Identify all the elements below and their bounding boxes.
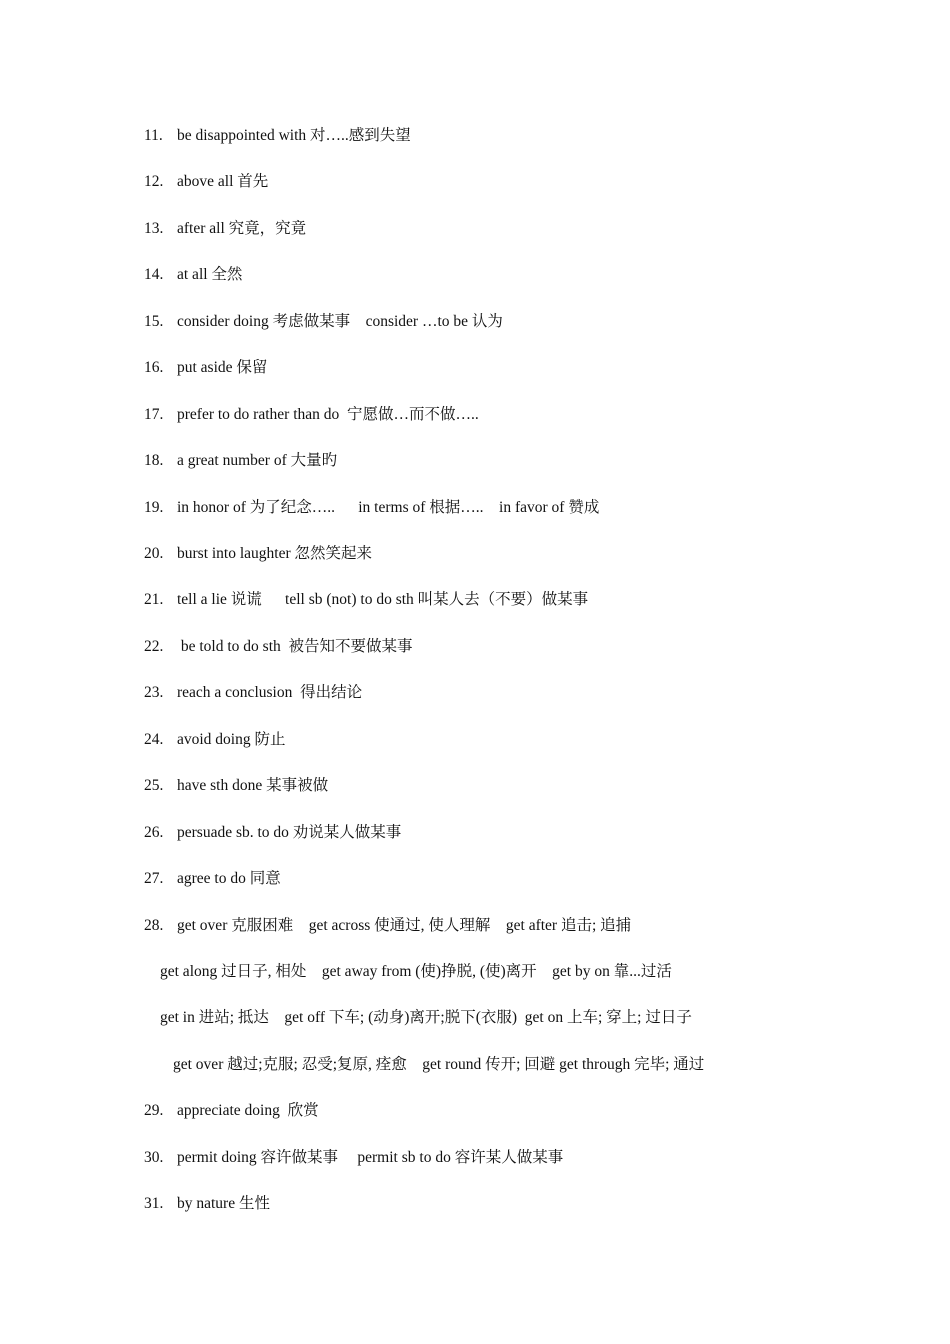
item-number: 27. [144,870,164,887]
item-number: 16. [144,359,164,376]
list-item [144,405,479,425]
list-item [144,1194,270,1214]
list-item [144,683,362,703]
item-text: be told to do sth 被告知不要做某事 [177,638,413,655]
item-text: put aside 保留 [177,359,268,376]
item-number: 20. [144,545,164,562]
item-text: prefer to do rather than do 宁愿做…而不做….. [177,406,479,423]
continuation-line: get over 越过;克服; 忍受;复原, 痊愈 get round 传开; 回避 get through 完毕; 通过 [173,1056,705,1073]
item-text: a great number of 大量旳 [177,452,338,469]
item-text: above all 首先 [177,173,269,190]
list-item [144,916,631,936]
item-number: 11. [144,127,163,144]
item-number: 17. [144,406,164,423]
item-number: 18. [144,452,164,469]
item-number: 25. [144,777,164,794]
list-item [144,1148,563,1168]
item-number: 28. [144,917,164,934]
list-item [144,823,401,843]
item-number: 31. [144,1195,164,1212]
item-number: 12. [144,173,164,190]
item-text: avoid doing 防止 [177,731,286,748]
item-number: 22. [144,638,164,655]
item-number: 23. [144,684,164,701]
item-number: 21. [144,591,164,608]
list-item [144,730,286,750]
item-text: permit doing 容许做某事 permit sb to do 容许某人做某事 [177,1149,564,1166]
list-item [144,544,372,564]
item-number: 15. [144,313,164,330]
list-item [144,1101,319,1121]
list-item [144,126,411,146]
list-item [144,590,588,610]
list-item [144,498,599,518]
item-text: get over 克服困难 get across 使通过, 使人理解 get after 追击; 追捕 [177,917,632,934]
list-item [144,265,242,285]
item-text: reach a conclusion 得出结论 [177,684,363,701]
item-text: agree to do 同意 [177,870,281,887]
list-item [144,776,328,796]
item-number: 26. [144,824,164,841]
item-text: consider doing 考虑做某事 consider …to be 认为 [177,313,503,330]
item-text: in honor of 为了纪念….. in terms of 根据….. in favor of 赞成 [177,499,600,516]
list-item [144,172,268,192]
item-text: by nature 生性 [177,1195,270,1212]
item-number: 19. [144,499,164,516]
item-text: persuade sb. to do 劝说某人做某事 [177,824,402,841]
item-number: 30. [144,1149,164,1166]
item-number: 24. [144,731,164,748]
item-text: at all 全然 [177,266,243,283]
continuation-line: get along 过日子, 相处 get away from (使)挣脱, (使)离开 get by on 靠...过活 [160,963,672,980]
list-item [144,312,503,332]
item-number: 29. [144,1102,164,1119]
item-text: be disappointed with 对…..感到失望 [177,127,411,144]
item-text: after all 究竟，究竟 [177,220,307,237]
item-text: burst into laughter 忽然笑起来 [177,545,373,562]
item-text: tell a lie 说谎 tell sb (not) to do sth 叫某人去（不要）做某事 [177,591,589,608]
list-item [144,358,267,378]
list-item [144,869,281,889]
list-item [144,219,306,239]
list-item [144,637,413,657]
continuation-line: get in 进站; 抵达 get off 下车; (动身)离开;脱下(衣服) get on 上车; 穿上; 过日子 [160,1009,692,1026]
item-number: 13. [144,220,164,237]
item-text: have sth done 某事被做 [177,777,329,794]
list-item [144,451,337,471]
item-text: appreciate doing 欣赏 [177,1102,319,1119]
item-number: 14. [144,266,164,283]
